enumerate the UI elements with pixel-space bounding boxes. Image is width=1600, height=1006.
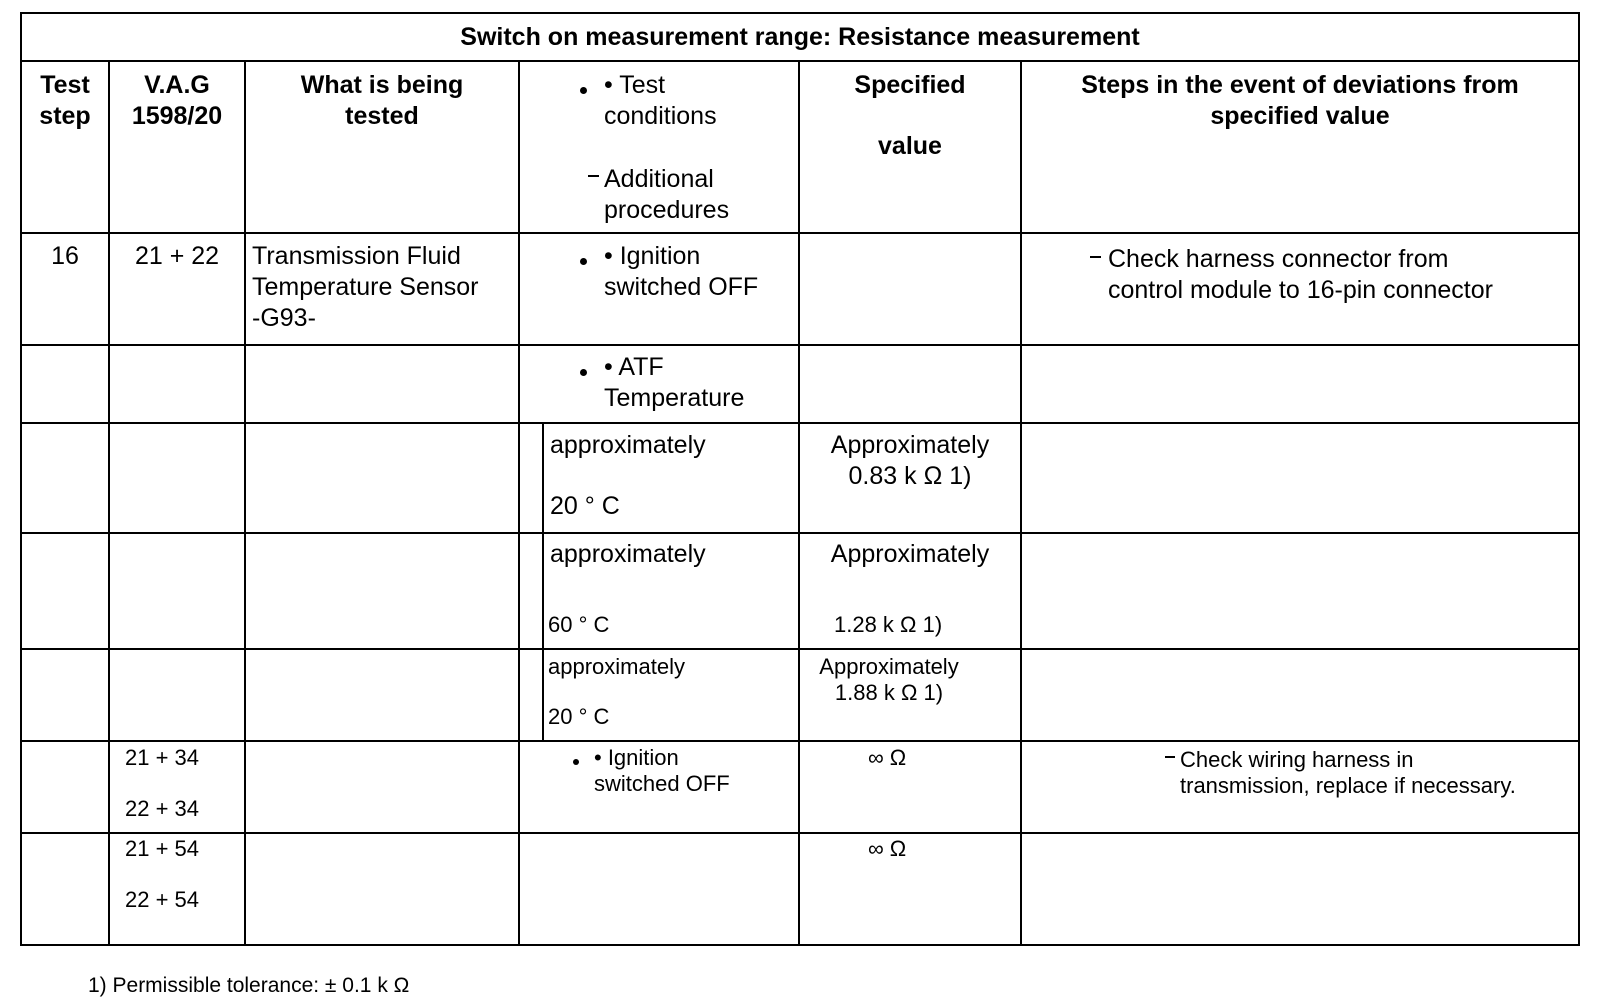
row7-specified-value: ∞ Ω <box>868 745 907 770</box>
row1-steps: Check harness connector from control module to 16-pin connector <box>1108 245 1493 304</box>
dash-icon <box>1090 256 1101 258</box>
row-divider <box>22 832 1578 834</box>
header-steps: Steps in the event of deviations from specified value <box>1081 71 1519 130</box>
bullet-icon <box>580 87 587 94</box>
row3-specified-value: Approximately 0.83 k Ω 1) <box>830 431 990 490</box>
row-divider <box>22 422 1578 424</box>
header-value: value <box>878 132 942 160</box>
row1-vag: 21 + 22 <box>134 242 220 270</box>
row8-specified-value: ∞ Ω <box>868 836 907 861</box>
row-divider <box>22 532 1578 534</box>
header-test-conditions: • Test conditions <box>604 71 717 130</box>
col-divider <box>1020 60 1022 944</box>
row-divider <box>22 232 1578 234</box>
table-title: Switch on measurement range: Resistance measurement <box>460 23 1140 51</box>
bullet-icon <box>580 258 587 265</box>
row6-specified-value: Approximately 1.88 k Ω 1) <box>819 654 959 705</box>
row7-vag-2: 22 + 34 <box>125 796 200 821</box>
col-divider <box>798 60 800 944</box>
row6-condition-label: approximately <box>548 654 685 679</box>
header-test-step: Test step <box>39 71 91 130</box>
row7-steps: Check wiring harness in transmission, replace if necessary. <box>1180 747 1516 798</box>
row3-condition-temp: 20 ° C <box>550 492 620 520</box>
row8-vag-1: 21 + 54 <box>125 836 200 861</box>
row1-test-step: 16 <box>51 242 79 270</box>
row7-vag-1: 21 + 34 <box>125 745 200 770</box>
header-specified: Specified <box>854 71 966 99</box>
dash-icon <box>588 175 599 177</box>
row1-what-tested: Transmission Fluid Temperature Sensor -G93- <box>252 242 479 332</box>
row-divider <box>22 344 1578 346</box>
row4-specified-value: Approximately <box>830 540 990 568</box>
row2-condition: • ATF Temperature <box>604 353 745 412</box>
resistance-measurement-table <box>20 12 1580 946</box>
dash-icon <box>1165 756 1175 758</box>
row-divider <box>22 648 1578 650</box>
footnote: 1) Permissible tolerance: ± 0.1 k Ω <box>88 974 410 997</box>
row1-condition: • Ignition switched OFF <box>604 242 759 301</box>
row-divider <box>22 740 1578 742</box>
row6-condition-temp: 20 ° C <box>548 704 610 729</box>
col-divider <box>518 60 520 944</box>
bullet-icon <box>573 759 579 765</box>
row7-condition: • Ignition switched OFF <box>594 745 730 796</box>
sub-col-divider <box>542 422 544 740</box>
col-divider <box>244 60 246 944</box>
row5-specified-value: 1.28 k Ω 1) <box>834 612 943 637</box>
row5-condition-temp: 60 ° C <box>548 612 610 637</box>
row8-vag-2: 22 + 54 <box>125 887 200 912</box>
header-vag: V.A.G 1598/20 <box>131 71 223 130</box>
col-divider <box>108 60 110 944</box>
header-additional-procedures: Additional procedures <box>604 165 730 224</box>
row-divider <box>22 60 1578 62</box>
header-what-tested: What is being tested <box>300 71 464 130</box>
row4-condition-label: approximately <box>550 540 706 568</box>
bullet-icon <box>580 369 587 376</box>
row3-condition-label: approximately <box>550 431 706 459</box>
